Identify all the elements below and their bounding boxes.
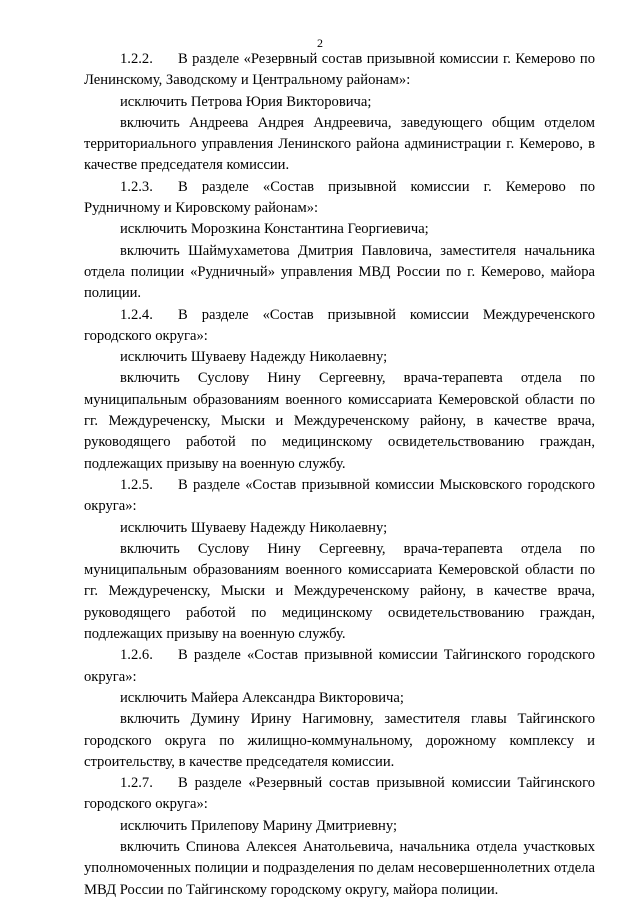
include-line: включить Шаймухаметова Дмитрия Павловича, заместителя начальника отдела полиции «Рудничный» управления МВД России по г. Кемерово, майора полиции.	[84, 242, 595, 302]
item-heading-text: В разделе «Состав призывной комиссии г. Кемерово по Рудничному и Кировскому районам»:	[84, 178, 595, 217]
include-line: включить Спинова Алексея Анатольевича, начальника отдела участковых уполномоченных полиции и подразделения по делам несовершеннолетних отдела МВД России по Тайгинскому городскому округу, майора полиции.	[84, 838, 595, 898]
include-line: включить Суслову Нину Сергеевну, врача-терапевта отдела по муниципальным образованиям военного комиссариата Кемеровской области по гг. Междуреченску, Мыски и Междуреченскому району, в качестве врача, руководящего работой по медицинскому освидетельствованию граждан, подлежащих призыву на военную службу.	[84, 370, 595, 472]
amendment-item	[84, 49, 595, 177]
include-line: включить Суслову Нину Сергеевну, врача-терапевта отдела по муниципальным образованиям военного комиссариата Кемеровской области по гг. Междуреченску, Мыски и Междуреченскому району, в качестве врача, руководящего работой по медицинскому освидетельствованию граждан, подлежащих призыву на военную службу.	[84, 540, 595, 643]
include-line: включить Думину Ирину Нагимовну, заместителя главы Тайгинского городского округа по жилищно-коммунальному, дорожному комплексу и строительству, в качестве председателя комиссии.	[84, 711, 595, 770]
item-number: 1.2.2.	[120, 51, 153, 67]
exclude-line: исключить Шуваеву Надежду Николаевну;	[120, 519, 388, 536]
item-heading-text: В разделе «Резервный состав призывной комиссии Тайгинского городского округа»:	[84, 775, 595, 813]
item-number: 1.2.6.	[120, 647, 153, 664]
item-number: 1.2.5.	[120, 476, 153, 493]
item-heading	[84, 475, 595, 518]
item-heading-text: В разделе «Состав призывной комиссии Тайгинского городского округа»:	[84, 647, 595, 685]
item-heading-text: В разделе «Состав призывной комиссии Мысковского городского округа»:	[84, 476, 595, 515]
item-heading	[84, 773, 595, 816]
exclude-line: исключить Майера Александра Викторовича;	[120, 689, 404, 706]
include-line: включить Андреева Андрея Андреевича, заведующего общим отделом территориального управления Ленинского района администрации г. Кемерово, в качестве председателя комиссии.	[84, 114, 595, 174]
document-body	[84, 49, 595, 901]
item-number: 1.2.7.	[120, 775, 153, 792]
amendment-item	[84, 773, 595, 901]
exclude-line: исключить Морозкина Константина Георгиевича;	[120, 221, 429, 238]
item-heading	[84, 305, 595, 348]
amendment-item	[84, 475, 595, 645]
item-heading	[84, 49, 595, 92]
page-number: 2	[317, 36, 323, 50]
item-heading	[84, 177, 595, 220]
amendment-item	[84, 645, 595, 773]
item-heading-text: В разделе «Состав призывной комиссии Междуреченского городского округа»:	[84, 306, 595, 344]
item-number: 1.2.3.	[120, 178, 153, 195]
item-heading	[84, 645, 595, 688]
amendment-item	[84, 177, 595, 305]
item-number: 1.2.4.	[120, 306, 153, 323]
exclude-line: исключить Петрова Юрия Викторовича;	[120, 93, 372, 110]
item-heading-text: В разделе «Резервный состав призывной комиссии г. Кемерово по Ленинскому, Заводскому и Центральному районам»:	[84, 51, 595, 89]
amendment-item	[84, 305, 595, 475]
exclude-line: исключить Шуваеву Надежду Николаевну;	[120, 349, 388, 366]
exclude-line: исключить Прилепову Марину Дмитриевну;	[120, 817, 398, 834]
